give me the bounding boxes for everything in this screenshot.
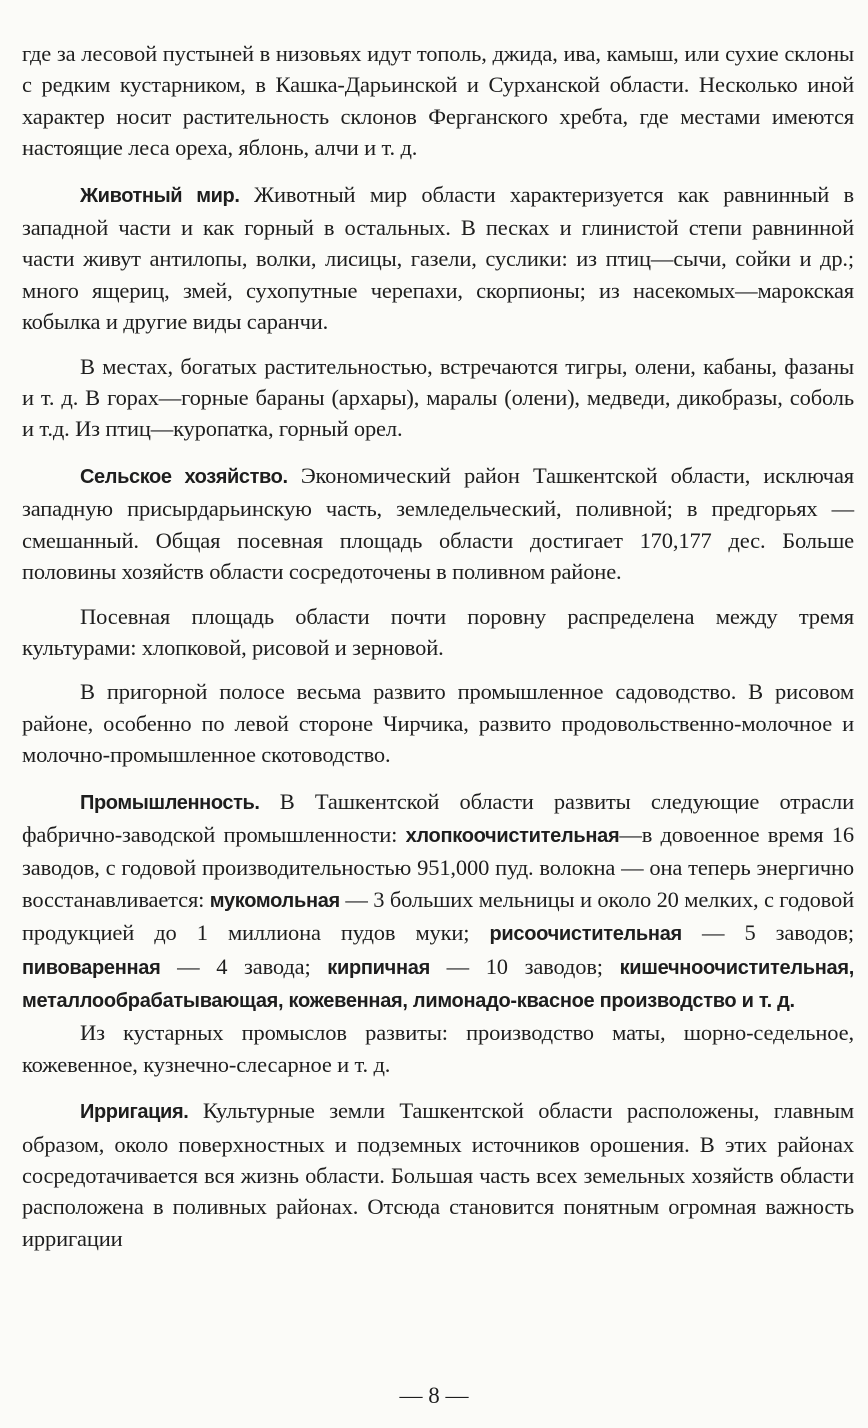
paragraph-agriculture-1 [22,460,854,588]
paragraph-industry-2: Из кустарных промыслов развиты: производство маты, шорно-седельное, кожевенное, кузнечно-слесарное и т. д. [22,1020,854,1077]
paragraph-agriculture-3: В пригорной полосе весьма развито промышленное садоводство. В рисовом районе, особенно по левой стороне Чирчика, развито продовольственно-молочное и молочно-промышленное скотоводство. [22,679,854,768]
industry-term-flour: мукомольная [209,889,340,912]
paragraph-vegetation: где за лесовой пустыней в низовьях идут тополь, джида, ива, камыш, или сухие склоны с редким кустарником, в Кашка-Дарьинской и Сурханской области. Несколько иной характер носит растительность склонов Ферганского хребта, где местами имеются настоящие леса ореха, яблонь, алчи и т. д. [22,41,854,161]
industry-text-e: — 4 завода; [160,953,328,979]
section-heading-fauna: Животный мир. [80,184,240,207]
section-heading-industry: Промышленность. [80,791,260,814]
paragraph-irrigation-1 [22,1095,854,1254]
agriculture-text-1: Экономический район Ташкентской области, исключая западную присырдарьинскую часть, земледельческий, поливной; в предгорьях — смешанный. Общая посевная площадь области достигает 170,177 дес. Больше половины хозяйств области сосредоточены в поливном районе. [22,462,854,585]
industry-text-a: В Ташкентской области развиты следующие отрасли фабрично-заводской промышленности: [22,788,854,847]
industry-term-brewing: пивоваренная [22,956,161,979]
industry-term-cotton: хлопкоочистительная [405,824,620,847]
paragraph-agriculture-2: Посевная площадь области почти поровну распределена между тремя культурами: хлопковой, рисовой и зерновой. [22,603,854,660]
irrigation-text-1: Культурные земли Ташкентской области расположены, главным образом, около поверхностных и подземных источников орошения. В этих районах сосредотачивается вся жизнь области. Большая часть всех земельных хозяйств области расположена в поливных районах. Отсюда становится понятным огромная важность ирригации [22,1098,854,1251]
industry-text-b: —в довоенное время 16 заводов, с годовой производительностью 951,000 пуд. волокна — она теперь энергично восстанавливается: [22,821,854,912]
section-heading-irrigation: Ирригация. [80,1101,189,1124]
fauna-text-1: Животный мир области характеризуется как равнинный в западной части и как горный в остальных. В песках и глинистой степи равнинной части живут антилопы, волки, лисицы, газели, суслики: из птиц—сычи, сойки и др.; много ящериц, змей, сухопутные черепахи, скорпионы; из насекомых—марокская кобылка и другие виды саранчи. [22,181,855,335]
section-heading-agriculture: Сельское хозяйство. [80,465,288,488]
industry-text-d: — 5 заводов; [681,920,854,946]
industry-term-rice: рисоочистительная [489,923,682,946]
paragraph-fauna-2: В местах, богатых растительностью, встречаются тигры, олени, кабаны, фазаны и т. д. В горах—горные бараны (архары), маралы (олени), медведи, дикобразы, соболь и т.д. Из птиц—куропатка, горный орел. [22,353,854,442]
industry-term-other: кишечноочистительная, металлообрабатывающая, кожевенная, лимонадо-квасное производство и т. д. [22,956,854,1012]
industry-term-brick: кирпичная [327,956,430,979]
industry-text-c: — 3 больших мельницы и около 20 мелких, с годовой продукцией до 1 миллиона пудов муки; [22,886,854,946]
page-number: — 8 — [399,1383,469,1408]
paragraph-fauna-1 [22,179,854,338]
paragraph-industry-1 [22,786,854,1018]
industry-text-f: — 10 заводов; [429,953,620,979]
